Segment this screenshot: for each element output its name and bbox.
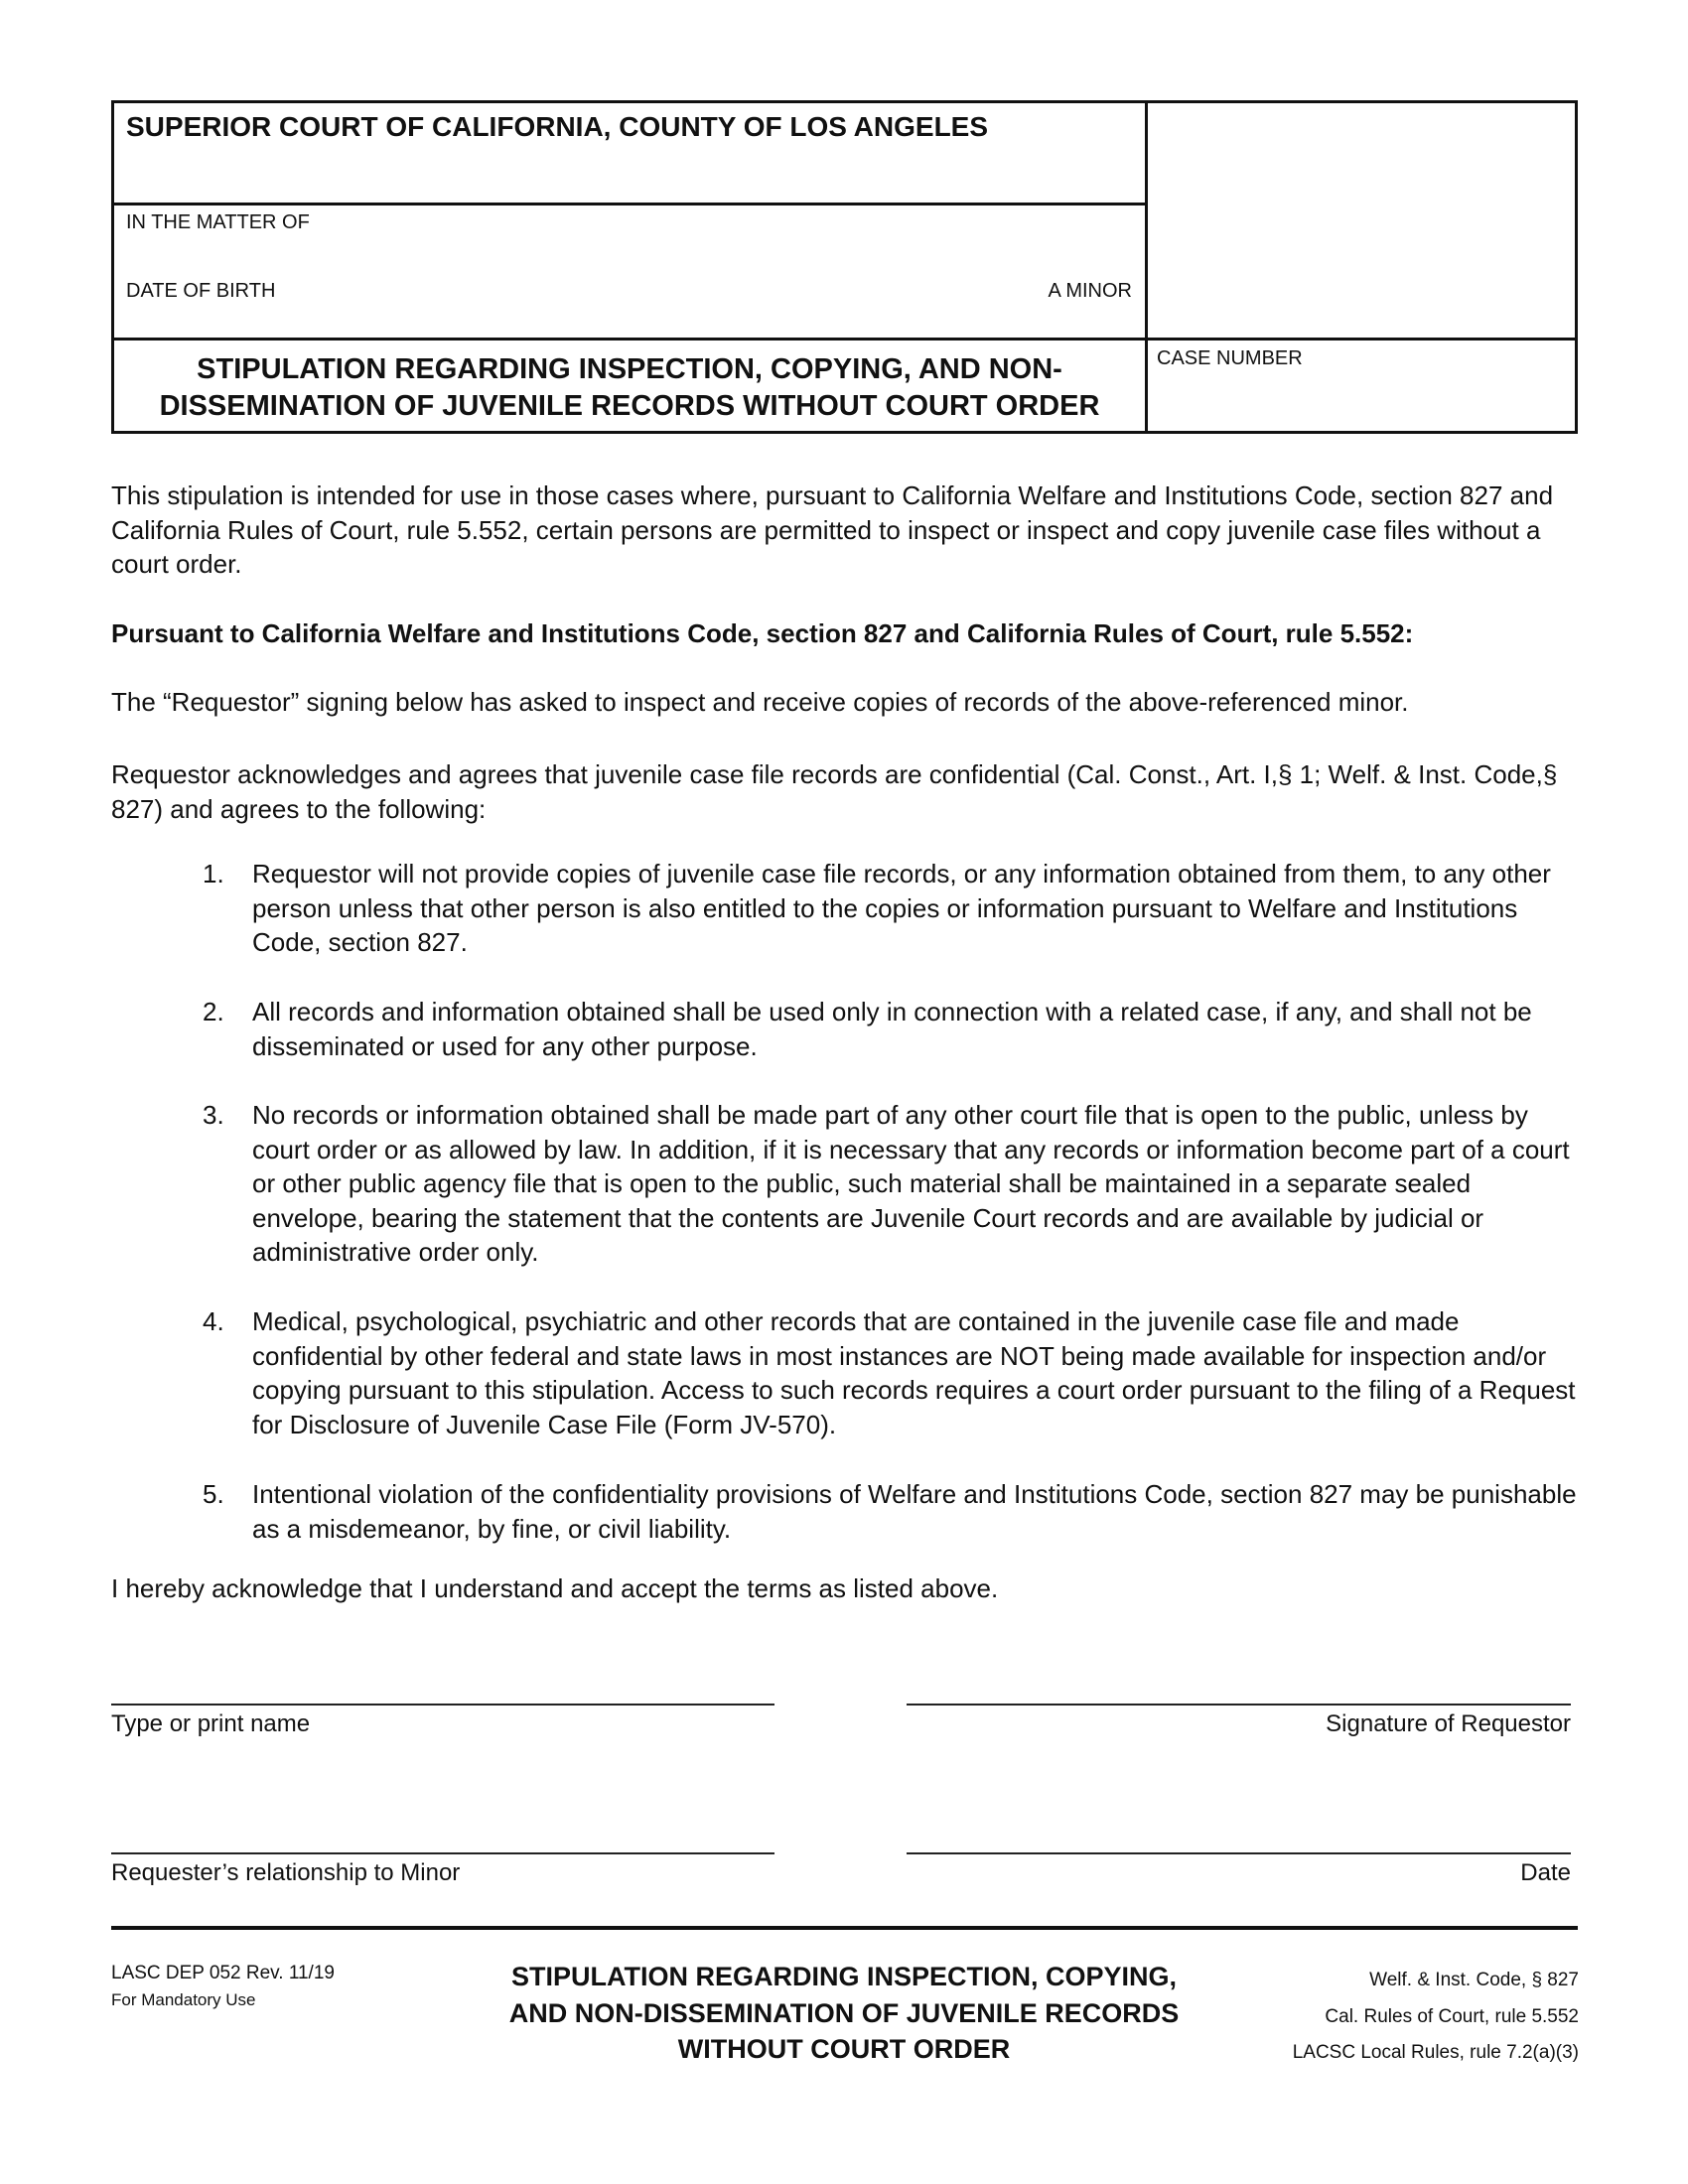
caption-box [111, 100, 1578, 434]
list-item [203, 1477, 1583, 1546]
item-number: 5. [203, 1479, 224, 1509]
legal-references [1182, 1963, 1579, 2072]
date-of-birth-label: DATE OF BIRTH [126, 280, 276, 302]
form-id: LASC DEP 052 Rev. 11/19 [111, 1963, 335, 1983]
relationship-label: Requester’s relationship to Minor [111, 1859, 461, 1886]
list-item [203, 1304, 1583, 1441]
footer-title-line: STIPULATION REGARDING INSPECTION, COPYING, [510, 1962, 1178, 1991]
list-item [203, 857, 1583, 960]
item-text: All records and information obtained shall be used only in connection with a related case, if any, and shall not be disseminated or used for any other purpose. [252, 997, 1532, 1061]
item-number: 4. [203, 1306, 224, 1336]
list-item [203, 995, 1583, 1063]
relationship-line[interactable] [111, 1852, 774, 1854]
item-text: Requestor will not provide copies of juvenile case file records, or any information obtained from them, to any other person unless that other person is also entitled to the copies or information pursuant to Welfare and Institutions Code, section 827. [252, 859, 1551, 958]
divider [1145, 103, 1148, 431]
footer-title-line: AND NON-DISSEMINATION OF JUVENILE RECORDS [508, 1997, 1180, 2028]
item-text: Medical, psychological, psychiatric and other records that are contained in the juvenile case file and made confidential by other federal and state laws in most instances are NOT being made available for inspection and/or copying pursuant to this stipulation. Access to such records requires a court order pursuant to the filing of a Request for Disclosure of Juvenile Case File (Form JV-570). [252, 1306, 1576, 1439]
case-number-label: CASE NUMBER [1157, 347, 1303, 369]
signature-line[interactable] [907, 1704, 1571, 1706]
item-text: No records or information obtained shall be made part of any other court file that is open to the public, unless by court order or as allowed by law. In addition, if it is necessary that any records or information become part of a court or other public agency file that is open to the public, such material shall be maintained in a separate sealed envelope, bearing the statement that the contents are Juvenile Court records and are available by judicial or administrative order only. [252, 1100, 1570, 1268]
name-signature-line[interactable] [111, 1704, 774, 1706]
date-label: Date [1520, 1859, 1571, 1886]
a-minor-label: A MINOR [1048, 280, 1132, 302]
date-line[interactable] [907, 1852, 1571, 1854]
footer-title-line: WITHOUT COURT ORDER [677, 2034, 1011, 2064]
item-text: Intentional violation of the confidentiality provisions of Welfare and Institutions Code, section 827 may be punishable as a misdemeanor, by fine, or civil liability. [252, 1479, 1577, 1544]
pursuant-heading: Pursuant to California Welfare and Institutions Code, section 827 and California Rules of Court, rule 5.552: [111, 618, 1414, 648]
item-number: 2. [203, 997, 224, 1026]
footer-rule [111, 1926, 1578, 1930]
legal-reference: LACSC Local Rules, rule 7.2(a)(3) [1292, 2042, 1579, 2063]
signature-label: Signature of Requestor [1326, 1710, 1571, 1737]
divider [114, 203, 1146, 205]
in-the-matter-of-label: IN THE MATTER OF [126, 211, 310, 233]
court-name: SUPERIOR COURT OF CALIFORNIA, COUNTY OF LOS ANGELES [126, 111, 989, 142]
requestor-paragraph: The “Requestor” signing below has asked to inspect and receive copies of records of the above-referenced minor. [111, 687, 1409, 717]
item-number: 3. [203, 1100, 224, 1130]
acknowledges-paragraph: Requestor acknowledges and agrees that juvenile case file records are confidential (Cal. Const., Art. I,§ 1; Welf. & Inst. Code,§ 827) and agrees to the following: [111, 759, 1558, 824]
item-number: 1. [203, 859, 224, 888]
intro-paragraph: This stipulation is intended for use in those cases where, pursuant to California Welfare and Institutions Code, section 827 and California Rules of Court, rule 5.552, certain persons are permitted to inspect or inspect and copy juvenile case files without a court order. [111, 480, 1554, 580]
legal-reference: Cal. Rules of Court, rule 5.552 [1325, 2005, 1579, 2027]
legal-reference: Welf. & Inst. Code, § 827 [1369, 1970, 1579, 1990]
form-title [114, 351, 1145, 425]
name-label: Type or print name [111, 1710, 311, 1737]
mandatory-use: For Mandatory Use [111, 1990, 256, 2009]
form-title-line: DISSEMINATION OF JUVENILE RECORDS WITHOUT COURT ORDER [159, 390, 1100, 422]
footer-title [447, 1959, 1241, 2068]
form-title-line: STIPULATION REGARDING INSPECTION, COPYING, AND NON- [197, 353, 1062, 385]
divider [114, 338, 1575, 341]
list-item [203, 1098, 1583, 1270]
acknowledge-terms: I hereby acknowledge that I understand and accept the terms as listed above. [111, 1573, 999, 1603]
